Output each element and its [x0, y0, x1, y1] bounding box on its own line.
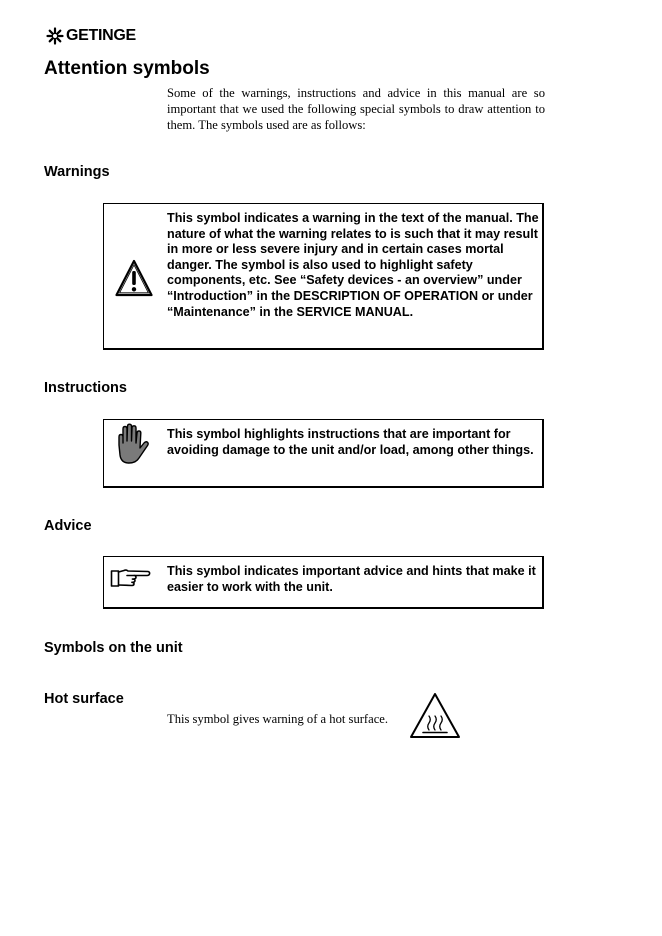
warning-triangle-icon: [114, 258, 154, 298]
snowflake-logo-icon: [46, 27, 64, 45]
hot-surface-heading: Hot surface: [44, 691, 124, 707]
advice-box: [103, 556, 544, 609]
advice-heading: Advice: [44, 518, 92, 534]
unit-symbols-heading: Symbols on the unit: [44, 640, 183, 656]
page-title: Attention symbols: [44, 58, 210, 79]
hot-surface-text: This symbol gives warning of a hot surface.: [167, 712, 389, 726]
warnings-heading: Warnings: [44, 164, 110, 180]
instructions-box: [103, 419, 544, 488]
warning-text: [167, 211, 539, 320]
hot-surface-icon: [409, 692, 461, 739]
warning-box: [103, 203, 544, 350]
intro-paragraph: Some of the warnings, instructions and advice in this manual are so important that we used the following special symbols to draw attention to them. The symbols used are as follows:: [167, 86, 545, 132]
logo-text: GETINGE: [66, 27, 136, 44]
instructions-text: This symbol highlights instructions that are important for avoiding damage to the unit and/or load, among other things.: [167, 427, 534, 457]
warning-text-part1: This symbol indicates a warning in the text of the manual. The nature of what the warning relates to is such that it may result in more or less severe injury and in certain cases mortal danger.: [167, 211, 539, 272]
advice-text: This symbol indicates important advice and hints that make it easier to work with the unit.: [167, 564, 536, 594]
getinge-logo: [46, 27, 136, 45]
warning-text-part2: The symbol is also used to highlight safety components, etc. See “Safety devices - an overview” under “Introduction” in the DESCRIPTION OF OPERATION or under “Maintenance” in the SERVICE MANUAL.: [167, 257, 533, 319]
instructions-heading: Instructions: [44, 380, 127, 396]
hand-stop-icon: [113, 423, 151, 465]
pointing-hand-icon: [110, 567, 152, 589]
